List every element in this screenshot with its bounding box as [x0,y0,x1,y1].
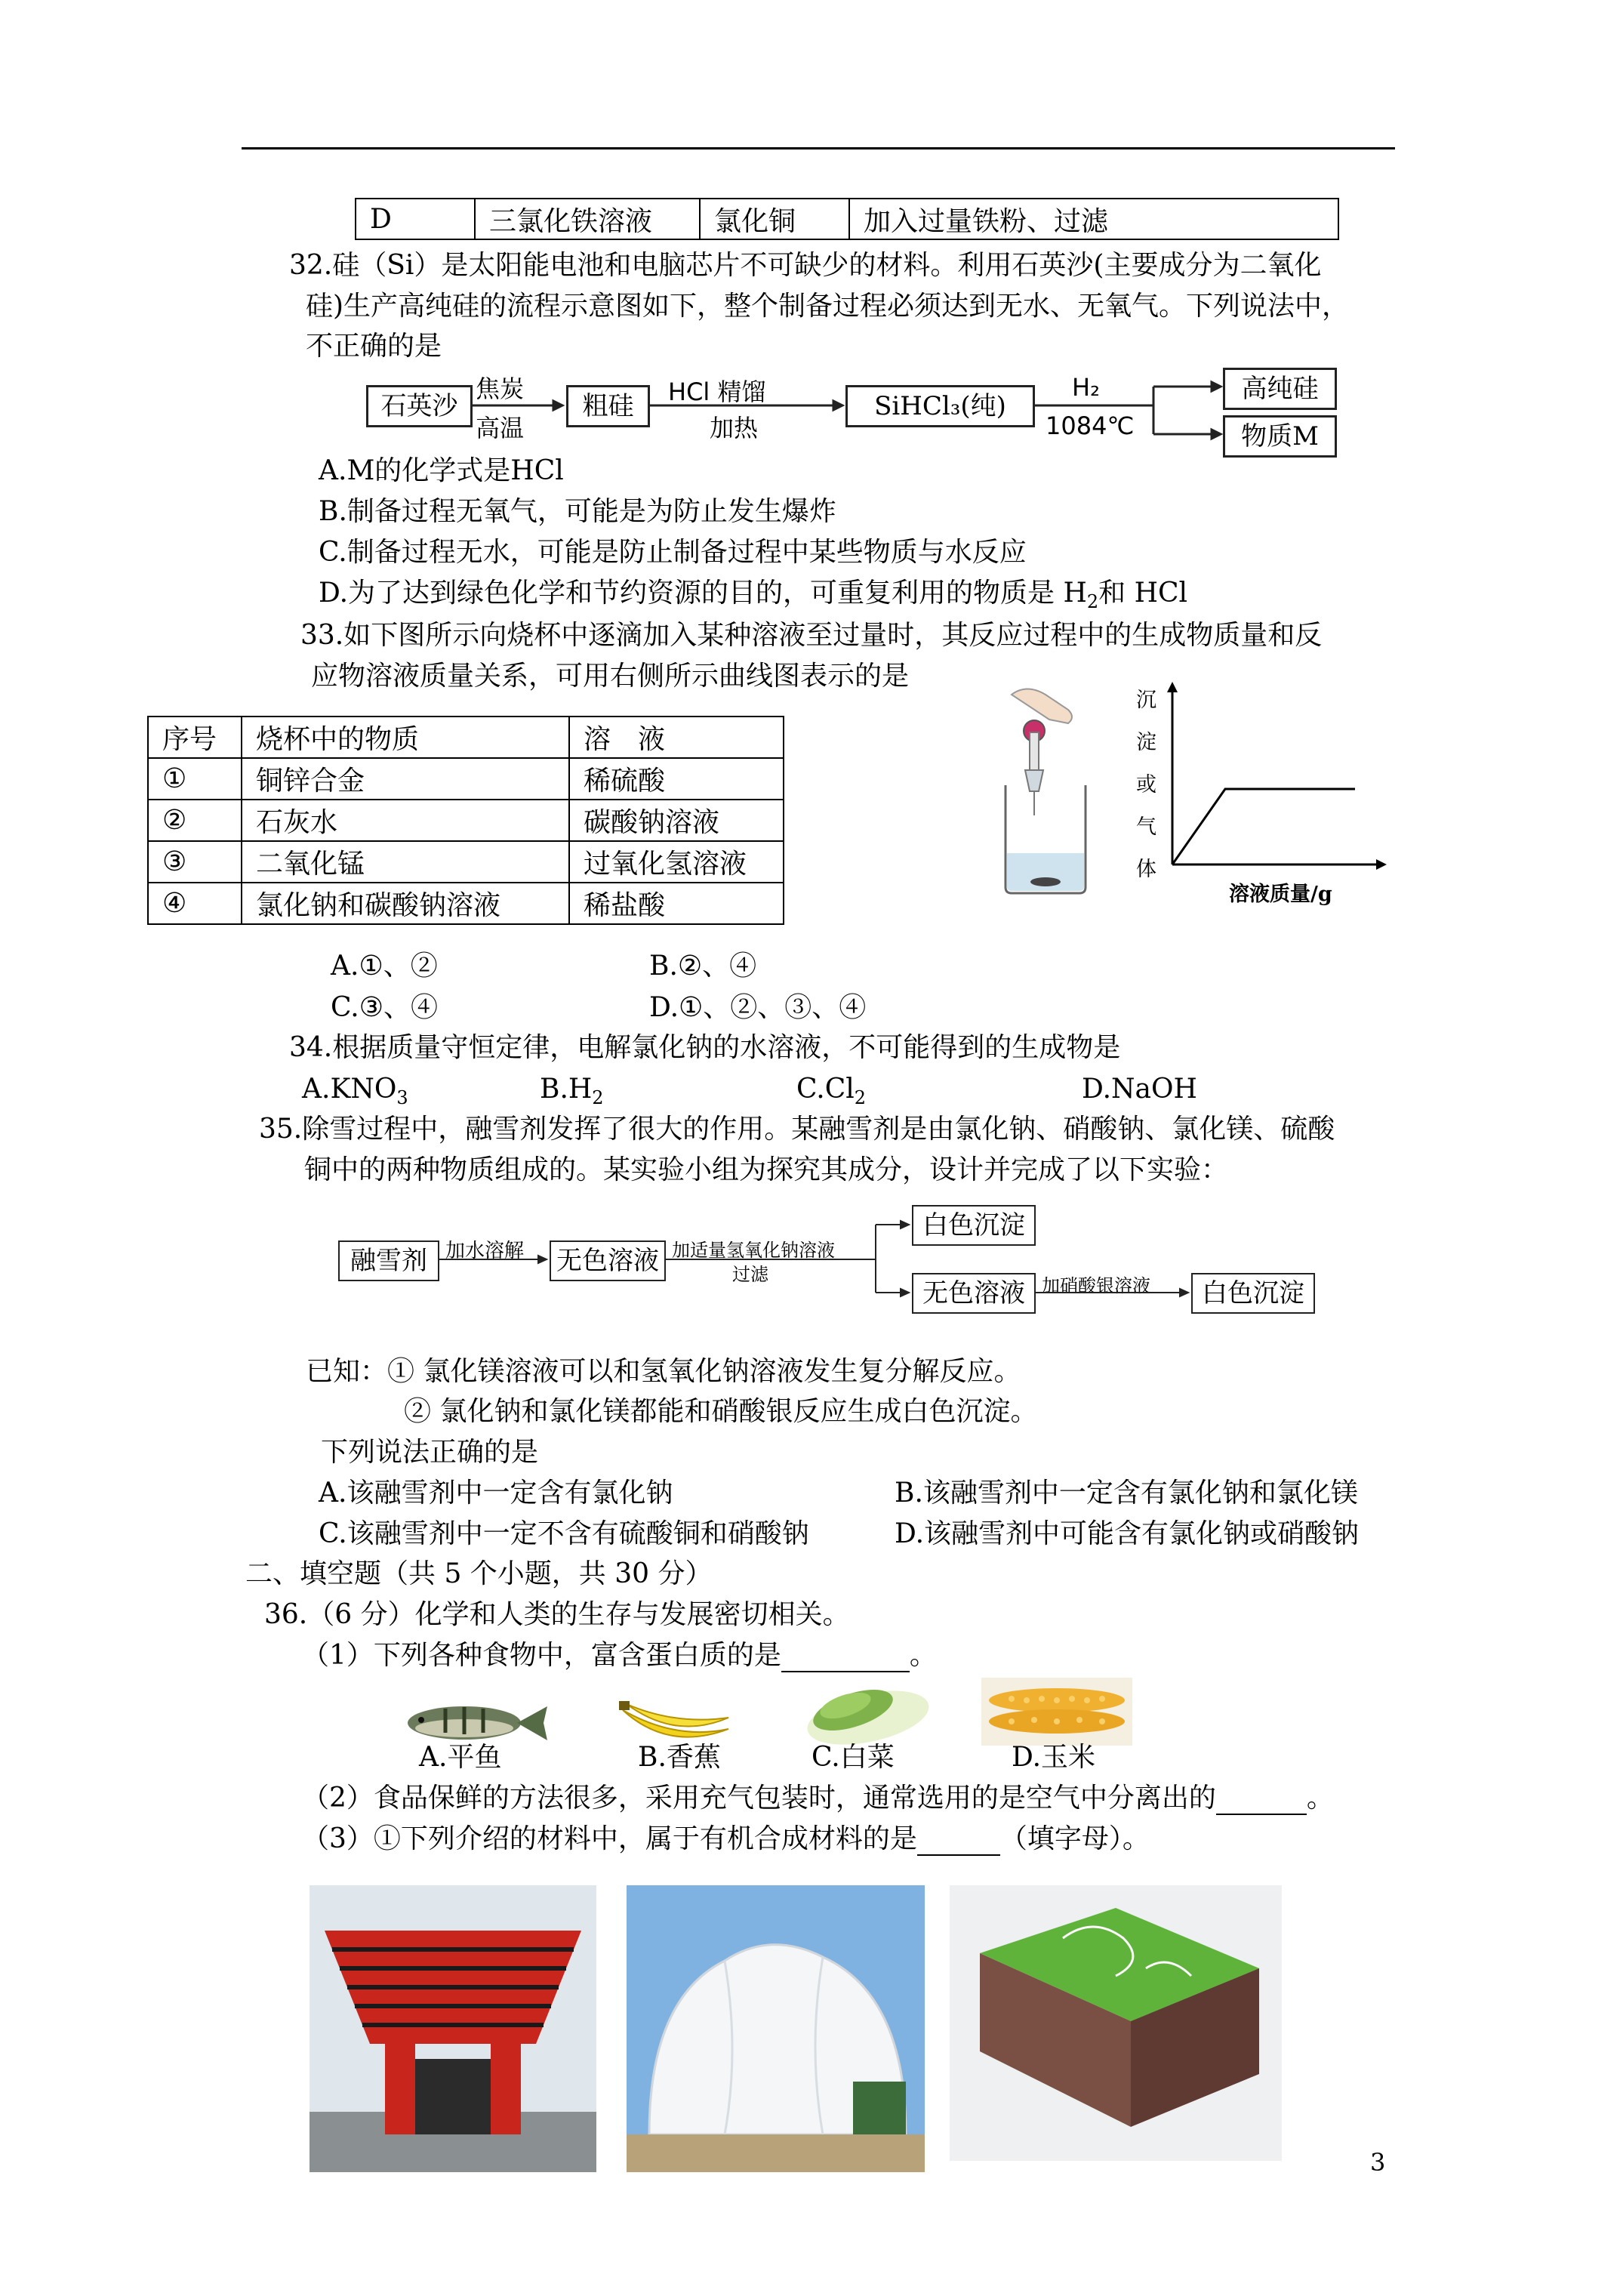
table-cell: 石灰水 [242,800,569,841]
q34-option-d: D.NaOH [1082,1074,1197,1105]
q34-option-a: $A.KNO_3$ [302,1074,408,1109]
china-pavilion-photo [310,1885,596,2172]
q33-stem-line1: 33.如下图所示向烧杯中逐滴加入某种溶液至过量时，其反应过程中的生成物质量和反 [300,620,1323,651]
flow-box-sihcl3: SiHCl₃(纯) [845,385,1035,427]
table-cell: 碳酸钠溶液 [569,800,784,841]
graph-y-label [1136,680,1159,891]
y-label-char: 淀 [1136,731,1156,754]
table-row [148,758,784,800]
table-cell: 氯化铜 [700,199,849,239]
q32-option-a: A.M的化学式是HCl [319,455,564,486]
table-cell: 稀硫酸 [569,758,784,800]
q33-stem-line2: 应物溶液质量关系，可用右侧所示曲线图表示的是 [311,661,910,692]
flow-box-pure-si: 高纯硅 [1223,368,1337,410]
flow-arrows [0,1193,1623,1329]
q33-option-b: B.②、④ [649,951,757,982]
q36-stem: 36.（6 分）化学和人类的生存与发展密切相关。 [264,1599,850,1630]
table-cell: ④ [148,883,242,924]
section-heading: 二、填空题（共 5 个小题，共 30 分） [245,1558,713,1589]
flow-box-colorless-2: 无色溶液 [912,1273,1036,1314]
q36-sub3: （3）①下列介绍的材料中，属于有机合成材料的是 （填字母）。 [302,1823,1150,1854]
table-cell: 三氯化铁溶液 [475,199,700,239]
q34-option-b: $B.H_2$ [540,1074,604,1109]
q32-option-b: B.制备过程无氧气，可能是为防止发生爆炸 [319,496,836,527]
y-label-char: 气 [1136,815,1156,839]
q35-stem-line1: 35.除雪过程中，融雪剂发挥了很大的作用。某融雪剂是由氯化钠、硝酸钠、氯化镁、硫酸 [259,1114,1335,1145]
flow-step-naoh: 加适量氢氧化钠溶液 [672,1240,835,1261]
fish-image [393,1695,551,1748]
table-cell: 过氧化氢溶液 [569,841,784,883]
q35-known-2: ② 氯化钠和氯化镁都能和硝酸银反应生成白色沉淀。 [404,1396,1038,1427]
flow-box-substance-m: 物质M [1223,415,1337,458]
table-header-cell: 序号 [148,717,242,758]
q32-option-d: D.为了达到绿色化学和节约资源的目的，可重复利用的物质是 $H_2$和 HCl [319,578,1188,613]
flow-cond-temp: 1084℃ [1046,411,1135,440]
flow-step-dissolve: 加水溶解 [445,1240,525,1262]
q32-stem-line2: 硅)生产高纯硅的流程示意图如下，整个制备过程必须达到无水、无氧气。下列说法中， [306,291,1350,322]
table-row [148,841,784,883]
table-cell: ② [148,800,242,841]
q33-option-d: D.①、②、③、④ [649,992,867,1023]
table-row [148,883,784,924]
flow-cond-heat: 加热 [710,414,759,442]
q35-stem-line2: 铜中的两种物质组成的。某实验小组为探究其成分，设计并完成了以下实验： [304,1154,1229,1185]
flow-box-quartz: 石英沙 [366,385,473,427]
q32-option-c: C.制备过程无水，可能是防止制备过程中某些物质与水反应 [319,537,1027,568]
food-label-a: A.平鱼 [419,1742,502,1773]
table-cell: ③ [148,841,242,883]
q33-option-a: A.①、② [331,951,438,982]
beaker-dropper-illustration [981,680,1110,898]
flow-step-agno3: 加硝酸银溶液 [1042,1275,1150,1296]
graph-x-label: 溶液质量/g [1229,883,1332,906]
q32-stem-line3: 不正确的是 [306,331,442,362]
flow-box-crude-si: 粗硅 [566,385,650,427]
y-label-char: 沉 [1136,689,1156,712]
table-cell: 二氧化锰 [242,841,569,883]
flow-cond-hightemp: 高温 [476,414,525,442]
q35-option-d: D.该融雪剂中可能含有氯化钠或硝酸钠 [895,1518,1360,1549]
table-header-cell: 溶 液 [569,717,784,758]
table-cell: 加入过量铁粉、过滤 [849,199,1338,239]
food-label-b: B.香蕉 [638,1742,721,1773]
flow-box-white-ppt-1: 白色沉淀 [912,1205,1036,1246]
table-cell: D [356,199,475,239]
table-cell: 稀盐酸 [569,883,784,924]
table-row [148,717,784,758]
q34-stem: 34.根据质量守恒定律，电解氯化钠的水溶液，不可能得到的生成物是 [289,1032,1121,1063]
table-cell: 氯化钠和碳酸钠溶液 [242,883,569,924]
flow-cond-coke: 焦炭 [476,374,525,403]
flow-cond-h2: H₂ [1072,373,1100,402]
q35-option-c: C.该融雪剂中一定不含有硫酸铜和硝酸钠 [319,1518,809,1549]
flow-step-filter: 过滤 [732,1264,768,1285]
flow-cond-hcl: HCl 精馏 [668,378,766,406]
y-label-char: 或 [1136,773,1156,797]
cutaway-model-photo [950,1885,1282,2161]
food-label-c: C.白菜 [812,1742,895,1773]
dome-pavilion-photo [627,1885,925,2172]
q35-option-a: A.该融雪剂中一定含有氯化钠 [319,1478,673,1509]
food-label-d: D.玉米 [1012,1742,1096,1773]
table-cell: ① [148,758,242,800]
q32-stem-line1: 32.硅（Si）是太阳能电池和电脑芯片不可缺少的材料。利用石英沙(主要成分为二氧化 [289,250,1322,281]
q36-sub2: （2）食品保鲜的方法很多，采用充气包装时，通常选用的是空气中分离出的 。 [302,1783,1334,1814]
banana-image [615,1695,736,1748]
flow-box-colorless-1: 无色溶液 [550,1240,666,1281]
q33-option-c: C.③、④ [331,992,438,1023]
table-cell: 铜锌合金 [242,758,569,800]
flow-arrows [0,0,1623,529]
flow-box-snowmelt: 融雪剂 [338,1240,439,1281]
table-header-cell: 烧杯中的物质 [242,717,569,758]
page-number: 3 [1370,2148,1386,2177]
q35-prompt: 下列说法正确的是 [321,1437,539,1468]
flow-box-white-ppt-2: 白色沉淀 [1191,1273,1315,1314]
table-row [148,800,784,841]
y-label-char: 体 [1136,858,1156,881]
q35-option-b: B.该融雪剂中一定含有氯化钠和氯化镁 [895,1478,1358,1509]
q34-option-c: $C.Cl_2$ [796,1074,867,1109]
q35-known-1: 已知：① 氯化镁溶液可以和氢氧化钠溶液发生复分解反应。 [306,1356,1021,1387]
q36-sub1: （1）下列各种食物中，富含蛋白质的是 。 [302,1640,937,1671]
q33-table [147,716,784,925]
corn-image [981,1678,1132,1746]
